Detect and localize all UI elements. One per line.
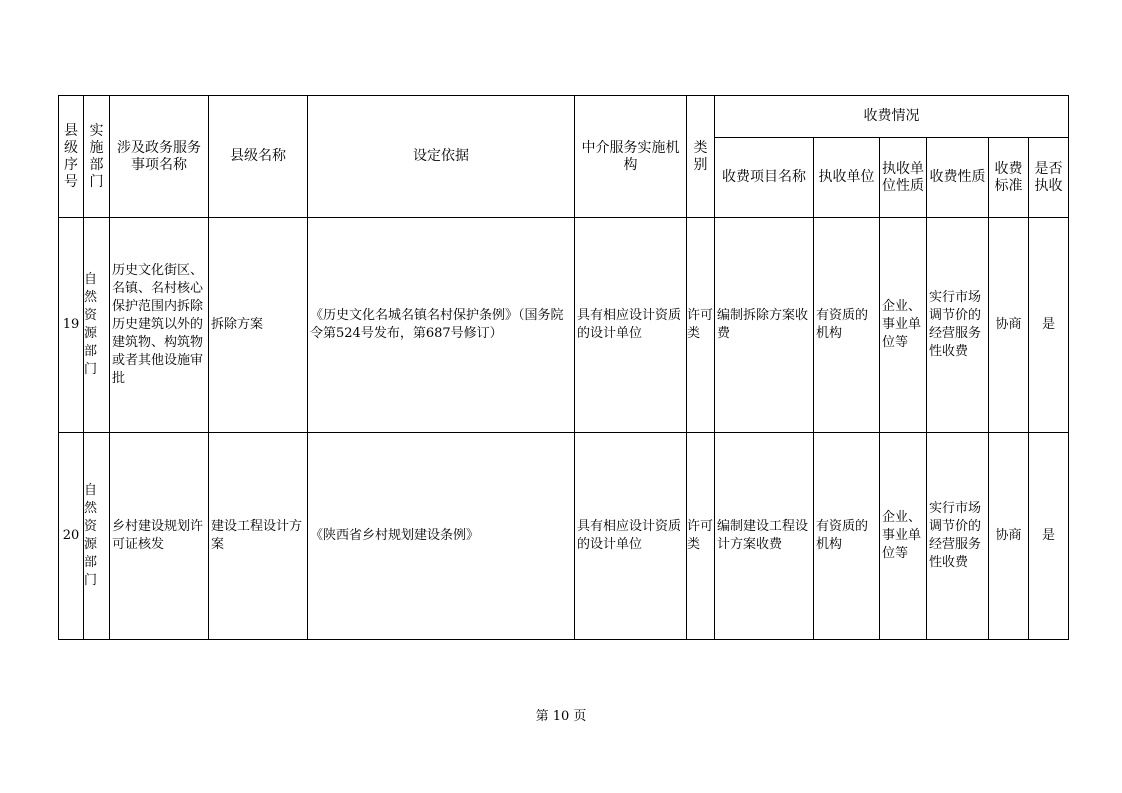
cell-collector-nature: 企业、事业单位等	[880, 218, 927, 433]
cell-county-name: 拆除方案	[209, 218, 308, 433]
cell-fee-standard: 协商	[989, 218, 1029, 433]
cell-county-name: 建设工程设计方案	[209, 433, 308, 640]
cell-item: 乡村建设规划许可证核发	[110, 433, 209, 640]
header-collected: 是否执收	[1029, 138, 1069, 218]
header-dept: 实施部门	[84, 96, 110, 218]
header-collector-nature: 执收单位性质	[880, 138, 927, 218]
cell-collector: 有资质的机构	[814, 433, 880, 640]
cell-dept: 自然资源部门	[84, 433, 110, 640]
cell-category: 许可类	[687, 218, 715, 433]
cell-agency: 具有相应设计资质的设计单位	[575, 433, 687, 640]
table-row	[59, 218, 1069, 433]
header-fee-group: 收费情况	[715, 96, 1069, 138]
cell-item: 历史文化街区、名镇、名村核心保护范围内拆除历史建筑以外的建筑物、构筑物或者其他设施审批	[110, 218, 209, 433]
cell-basis: 《历史文化名城名镇名村保护条例》（国务院令第524号发布，第687号修订）	[308, 218, 575, 433]
cell-collected: 是	[1029, 433, 1069, 640]
cell-collector-nature: 企业、事业单位等	[880, 433, 927, 640]
header-fee-nature: 收费性质	[927, 138, 989, 218]
cell-seq: 19	[59, 218, 84, 433]
cell-seq: 20	[59, 433, 84, 640]
cell-collected: 是	[1029, 218, 1069, 433]
header-fee-standard: 收费标准	[989, 138, 1029, 218]
header-basis: 设定依据	[308, 96, 575, 218]
page-number: 第 10 页	[535, 709, 587, 724]
header-category: 类别	[687, 96, 715, 218]
header-seq: 县级序号	[59, 96, 84, 218]
cell-agency: 具有相应设计资质的设计单位	[575, 218, 687, 433]
cell-collector: 有资质的机构	[814, 218, 880, 433]
cell-dept: 自然资源部门	[84, 218, 110, 433]
cell-fee-item: 编制建设工程设计方案收费	[715, 433, 814, 640]
cell-fee-nature: 实行市场调节价的经营服务性收费	[927, 433, 989, 640]
header-agency: 中介服务实施机构	[575, 96, 687, 218]
cell-basis: 《陕西省乡村规划建设条例》	[308, 433, 575, 640]
cell-fee-standard: 协商	[989, 433, 1029, 640]
table-row	[59, 433, 1069, 640]
cell-category: 许可类	[687, 433, 715, 640]
header-fee-item: 收费项目名称	[715, 138, 814, 218]
header-item: 涉及政务服务事项名称	[110, 96, 209, 218]
cell-fee-item: 编制拆除方案收费	[715, 218, 814, 433]
header-county-name: 县级名称	[209, 96, 308, 218]
cell-fee-nature: 实行市场调节价的经营服务性收费	[927, 218, 989, 433]
header-collector: 执收单位	[814, 138, 880, 218]
fee-table	[58, 95, 1069, 640]
